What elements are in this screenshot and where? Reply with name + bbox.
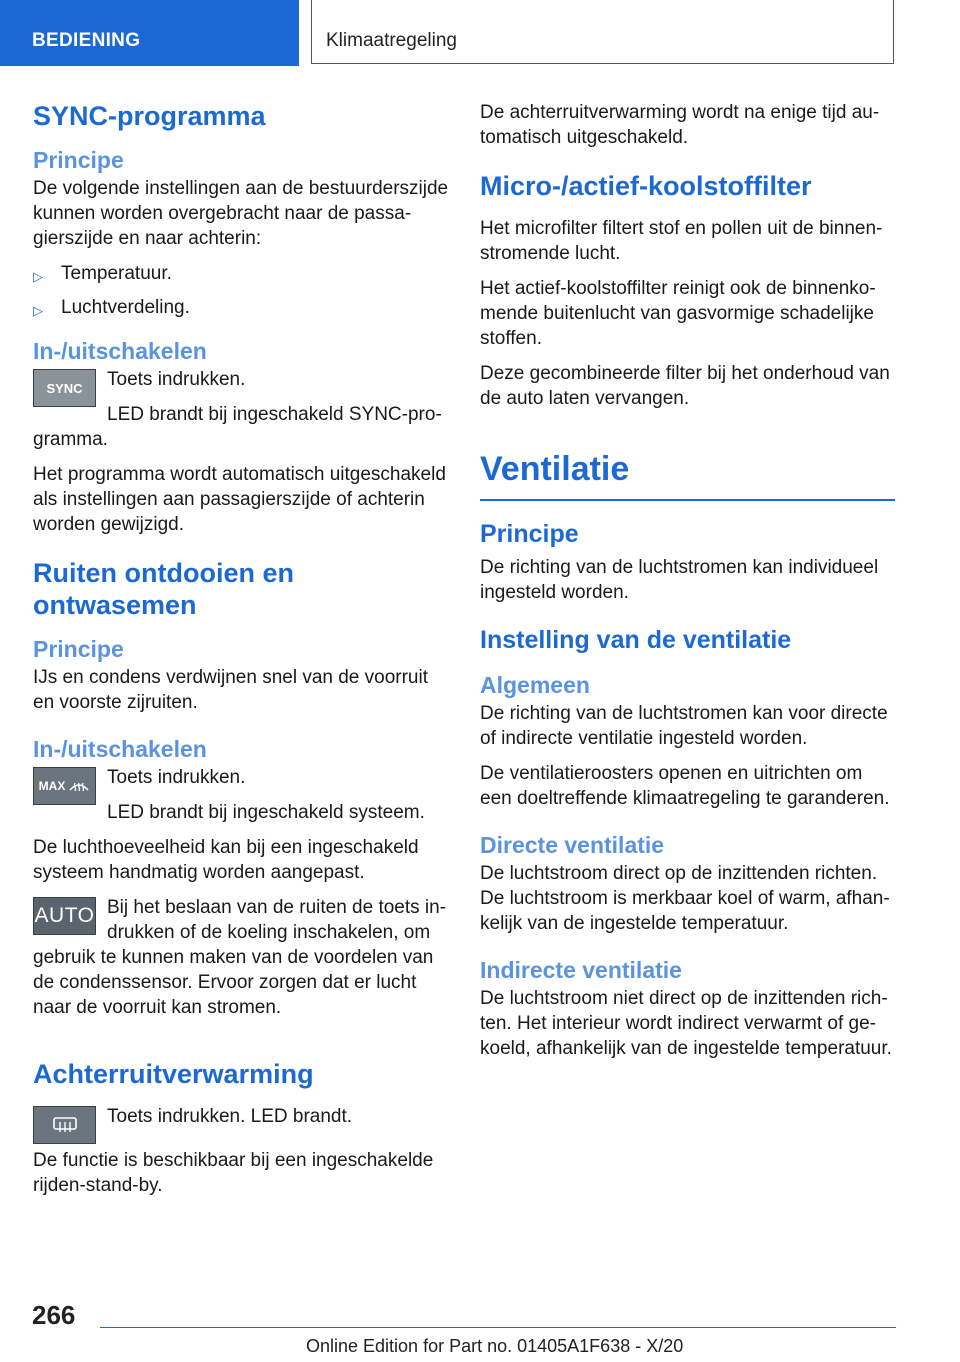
footer-divider: [100, 1327, 896, 1328]
header-section-tab: [0, 0, 299, 66]
vent-principe-text: De richting van de luchtstromen kan individueel ingesteld worden.: [480, 557, 879, 603]
sync-onoff-text-3: Het programma wordt automatisch uitgeschakeld als instellingen aan passagierszijde of achterin worden gewijzigd.: [33, 464, 446, 535]
vent-principe-heading: Principe: [480, 520, 579, 548]
sync-list: [33, 261, 449, 323]
triangle-bullet-icon: ▷: [33, 269, 43, 284]
vent-direct-heading: Directe ventilatie: [480, 832, 665, 858]
sync-onoff-text-2: LED brandt bij ingeschakeld SYNC-programma.: [33, 404, 442, 450]
vent-general-text-2: De ventilatieroosters openen en uitrichten om een doeltreffende klimaatregeling te garanderen.: [480, 763, 890, 809]
rear-heating-continued-text: De achterruitverwarming wordt na enige tijd automatisch uitgeschakeld.: [480, 102, 880, 148]
filter-title: Micro-/actief-koolstoffilter: [480, 171, 812, 201]
defrost-onoff-heading: In-/uitschakelen: [33, 736, 207, 762]
defrost-title: Ruiten ontdooien en ontwasemen: [33, 558, 294, 620]
defrost-principe-text: IJs en condens verdwijnen snel van de voorruit en voorste zijruiten.: [33, 667, 429, 713]
vent-general-heading: Algemeen: [480, 672, 590, 698]
max-defrost-button-icon: MAX: [33, 767, 96, 805]
filter-text-2: Het actief-koolstoffilter reinigt ook de binnenkomende buitenlucht van gasvormige schadelijke stoffen.: [480, 278, 876, 349]
sync-onoff-text-1: Toets indrukken.: [107, 369, 246, 390]
sync-title: SYNC-programma: [33, 101, 266, 131]
page-number: 266: [32, 1300, 76, 1330]
rear-heating-title: Achterruitverwarming: [33, 1059, 314, 1089]
sync-onoff-heading: In-/uitschakelen: [33, 338, 207, 364]
vent-indirect-heading: Indirecte ventilatie: [480, 957, 682, 983]
footer-edition: Online Edition for Part no. 01405A1F638 - X/20: [306, 1336, 684, 1356]
vent-setting-heading: Instelling van de ventilatie: [480, 626, 792, 654]
sync-principe-text: De volgende instellingen aan de bestuurderszijde kunnen worden overgebracht naar de passagierszijde en naar achterin:: [33, 178, 449, 249]
ventilation-title: Ventilatie: [480, 450, 630, 488]
sync-button-icon: SYNC: [33, 369, 96, 407]
title-divider: [480, 499, 895, 501]
header-chapter-label: Klimaatregeling: [326, 30, 457, 51]
rear-window-heating-button-icon: [33, 1106, 96, 1144]
vent-indirect-text: De luchtstroom niet direct op de inzittenden richten. Het interieur wordt indirect verwarmt of gekoeld, afhankelijk van de ingestelde temperatuur.: [480, 988, 892, 1059]
rear-heating-text-2: De functie is beschikbaar bij een ingeschakelde rijden-stand-by.: [33, 1150, 434, 1196]
vent-general-text-1: De richting van de luchtstromen kan voor directe of indirecte ventilatie ingesteld worden.: [480, 703, 888, 749]
defrost-onoff-text-3: De luchthoeveelheid kan bij een ingeschakeld systeem handmatig worden aangepast.: [33, 837, 419, 883]
defrost-principe-heading: Principe: [33, 636, 124, 662]
defrost-onoff-text-1: Toets indrukken.: [107, 767, 246, 788]
vent-direct-text: De luchtstroom direct op de inzittenden richten. De luchtstroom is merkbaar koel of warm, afhankelijk van de ingestelde temperatuur.: [480, 863, 890, 934]
header-section-label: BEDIENING: [32, 30, 141, 51]
right-column: [480, 100, 895, 1071]
triangle-bullet-icon: ▷: [33, 303, 43, 318]
list-item: ▷ Luchtverdeling.: [33, 295, 449, 323]
header-chapter-tab: [311, 0, 894, 64]
defrost-auto-text: Bij het beslaan van de ruiten de toets indrukken of de koeling inschakelen, om gebruik te kunnen maken van de voordelen van de condenssensor. Ervoor zorgen dat er lucht naar de voorruit kan stromen.: [33, 897, 447, 1018]
list-item: ▷ Temperatuur.: [33, 261, 449, 289]
filter-text-1: Het microfilter filtert stof en pollen uit de binnenstromende lucht.: [480, 218, 883, 264]
sync-principe-heading: Principe: [33, 147, 124, 173]
defrost-onoff-text-2: LED brandt bij ingeschakeld systeem.: [107, 802, 425, 823]
left-column: [33, 100, 449, 1208]
rear-defrost-icon: [52, 1116, 78, 1134]
auto-button-icon: AUTO: [33, 897, 96, 935]
windshield-defrost-icon: [68, 778, 90, 794]
rear-heating-text-1: Toets indrukken. LED brandt.: [107, 1106, 353, 1127]
filter-text-3: Deze gecombineerde filter bij het onderhoud van de auto laten vervangen.: [480, 363, 890, 409]
